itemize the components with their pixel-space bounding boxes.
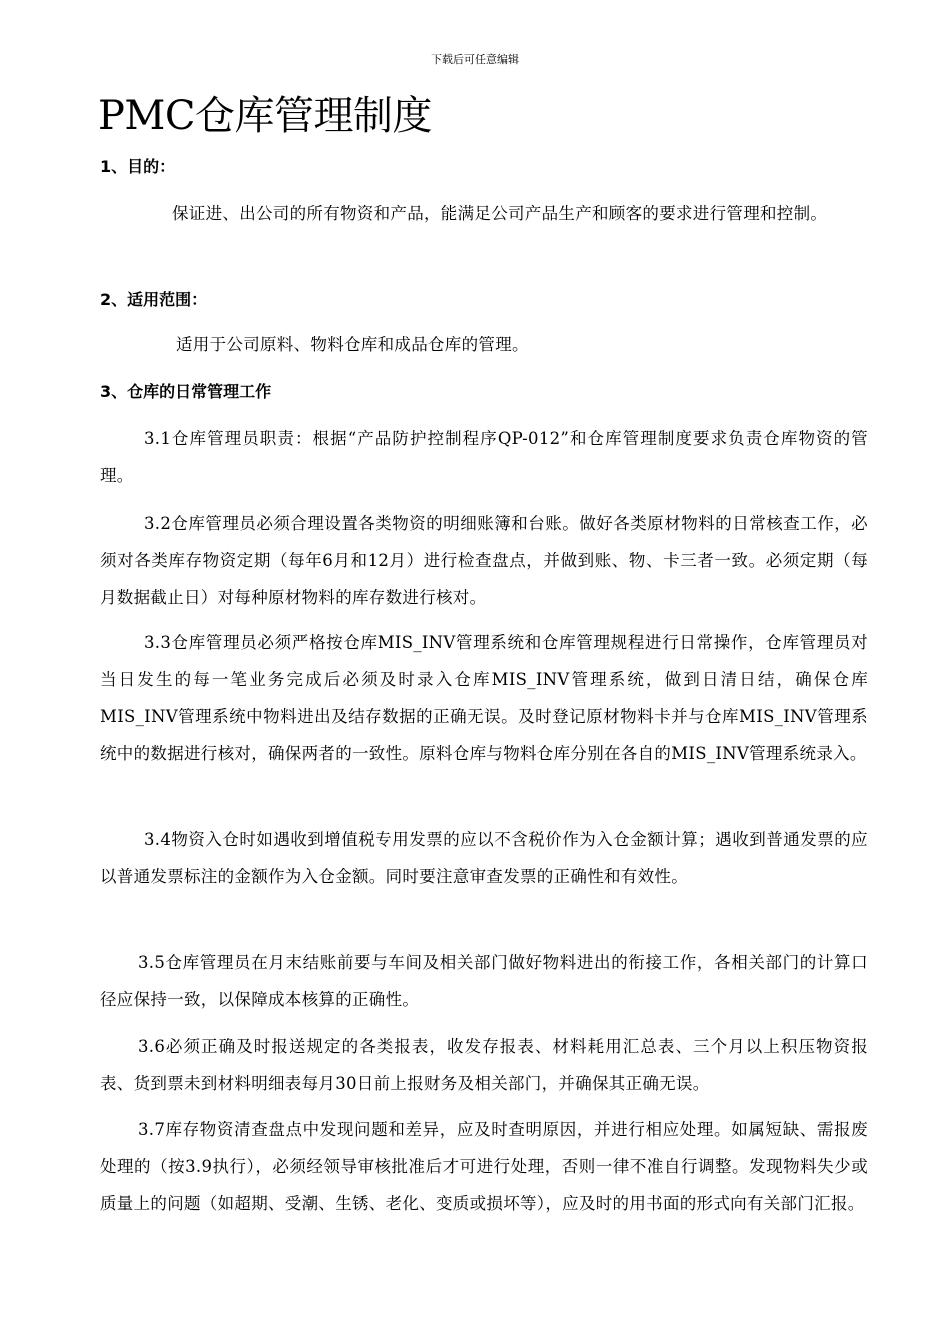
paragraph-3-5: 3.5仓库管理员在月末结账前要与车间及相关部门做好物料进出的衔接工作，各相关部门的计算口径应保持一致，以保障成本核算的正确性。	[100, 953, 868, 1009]
section-heading-purpose: 1、目的：	[100, 157, 176, 176]
paragraph-3-1: 3.1仓库管理员职责：根据“产品防护控制程序QP-012”和仓库管理制度要求负责仓库物资的管理。	[100, 429, 868, 485]
document-title: PMC仓库管理制度	[98, 93, 432, 139]
paragraph-scope: 适用于公司原料、物料仓库和成品仓库的管理。	[176, 335, 529, 354]
section-heading-daily-management: 3、仓库的日常管理工作	[100, 382, 272, 401]
paragraph-purpose: 保证进、出公司的所有物资和产品，能满足公司产品生产和顾客的要求进行管理和控制。	[172, 204, 828, 223]
paragraph-3-7: 3.7库存物资清查盘点中发现问题和差异，应及时查明原因，并进行相应处理。如属短缺、需报废处理的（按3.9执行），必须经领导审核批准后才可进行处理，否则一律不准自行调整。发现物料失少或质量上的问题（如超期、受潮、生锈、老化、变质或损坏等），应及时的用书面的形式向有关部门汇报。	[100, 1120, 868, 1213]
paragraph-3-4: 3.4物资入仓时如遇收到增值税专用发票的应以不含税价作为入仓金额计算；遇收到普通发票的应以普通发票标注的金额作为入仓金额。同时要注意审查发票的正确性和有效性。	[100, 830, 868, 886]
paragraph-3-6: 3.6必须正确及时报送规定的各类报表，收发存报表、材料耗用汇总表、三个月以上积压物资报表、货到票未到材料明细表每月30日前上报财务及相关部门，并确保其正确无误。	[100, 1037, 868, 1093]
paragraph-3-2: 3.2仓库管理员必须合理设置各类物资的明细账簿和台账。做好各类原材物料的日常核查工作，必须对各类库存物资定期（每年6月和12月）进行检查盘点，并做到账、物、卡三者一致。必须定期（每月数据截止日）对每种原材物料的库存数进行核对。	[100, 514, 868, 607]
section-heading-scope: 2、适用范围：	[100, 290, 208, 309]
paragraph-3-3: 3.3仓库管理员必须严格按仓库MIS_INV管理系统和仓库管理规程进行日常操作，仓库管理员对当日发生的每一笔业务完成后必须及时录入仓库MIS_INV管理系统，做到日清日结，确保仓库MIS_INV管理系统中物料进出及结存数据的正确无误。及时登记原材物料卡并与仓库MIS_INV管理系统中的数据进行核对，确保两者的一致性。原料仓库与物料仓库分别在各自的MIS_INV管理系统录入。	[100, 633, 868, 763]
header-note: 下载后可任意编辑	[431, 53, 519, 66]
